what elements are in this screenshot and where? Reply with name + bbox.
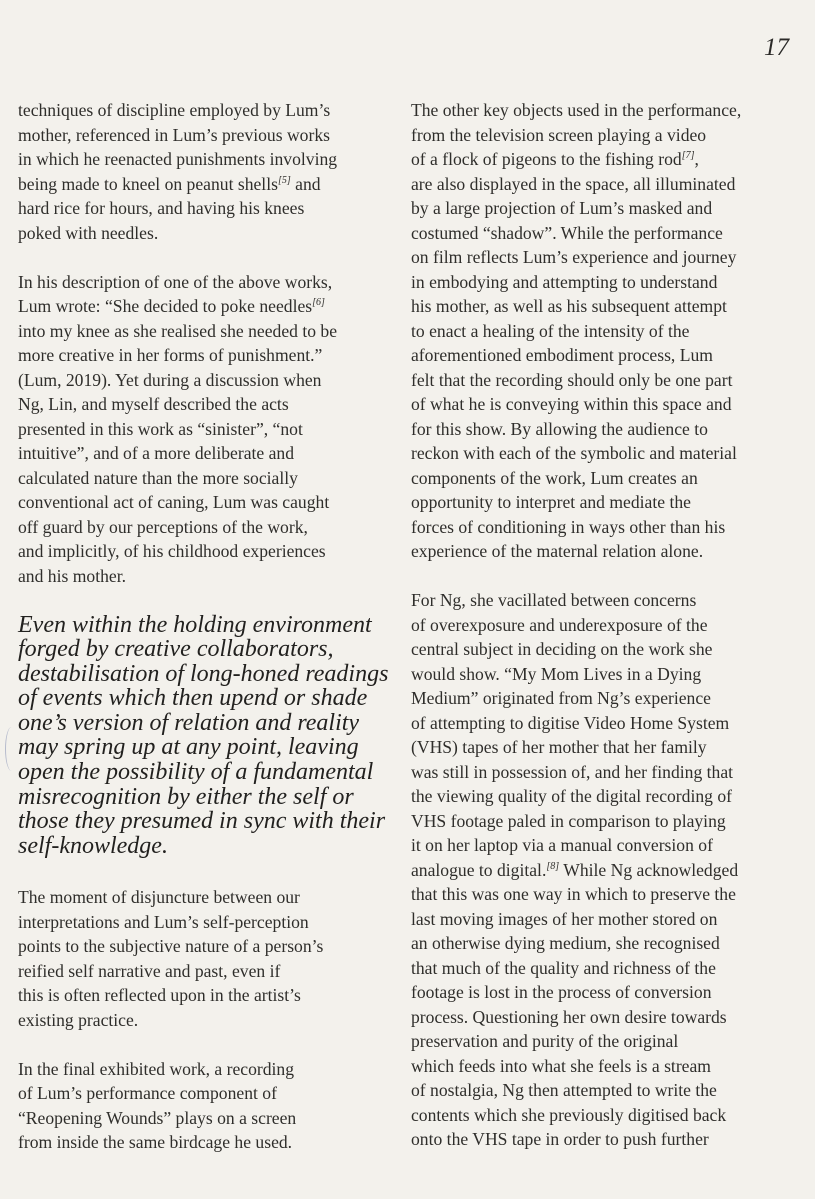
text-line: interpretations and Lum’s self-perception [18,911,309,932]
text-line: reckon with each of the symbolic and material [411,443,737,463]
text-line: off guard by our perceptions of the work, [18,516,308,537]
text-line: (VHS) tapes of her mother that her family [411,737,707,757]
pull-quote-line: destabilisation of long-honed readings [18,660,389,687]
left-paragraphs [18,98,380,588]
text-line: that much of the quality and richness of the [411,957,716,978]
text-line: on film reflects Lum’s experience and journey [411,247,737,267]
text-line: poked with needles. [18,222,159,243]
paragraph [411,588,791,1152]
text-line: of overexposure and underexposure of the [411,614,708,635]
pull-quote-line: open the possibility of a fundamental [18,759,374,786]
pull-quote-line: misrecognition by either the self or [18,783,354,810]
paragraph [411,98,791,564]
text-line: process. Questioning her own desire towards [411,1006,727,1027]
text-segment: being made to kneel on peanut shells [18,173,278,194]
text-line: the viewing quality of the digital recording of [411,786,733,806]
text-line: Medium” originated from Ng’s experience [411,688,711,708]
text-line: components of the work, Lum creates an [411,467,698,488]
text-line: are also displayed in the space, all illuminated [411,173,736,194]
pull-quote-line: self-knowledge. [18,832,168,859]
footnote-marker: [7] [681,150,695,162]
text-segment: While Ng acknowledged [559,859,739,880]
text-line: and implicitly, of his childhood experiences [18,541,326,561]
text-line: reified self narrative and past, even if [18,960,281,981]
text-line: VHS footage paled in comparison to playing [411,810,726,831]
paragraph [18,885,380,1032]
paragraph [18,98,380,245]
text-segment: Lum wrote: “She decided to poke needles [18,296,313,316]
text-line: for this show. By allowing the audience to [411,418,708,439]
text-line: central subject in deciding on the work she [411,639,713,659]
text-line: was still in possession of, and her finding that [411,761,734,782]
text-line: onto the VHS tape in order to push further [411,1129,709,1149]
text-line: conventional act of caning, Lum was caught [18,492,330,512]
text-line: and his mother. [18,565,126,586]
right-paragraphs [411,98,791,1152]
text-line: mother, referenced in Lum’s previous works [18,124,330,145]
text-line: footage is lost in the process of conversion [411,982,712,1002]
paragraph [18,1057,380,1155]
text-line: would show. “My Mom Lives in a Dying [411,663,702,684]
text-line [18,294,380,319]
text-line: to enact a healing of the intensity of the [411,320,690,341]
text-line: techniques of discipline employed by Lum’s [18,100,331,120]
text-line: experience of the maternal relation alone. [411,541,704,561]
text-line: in which he reenacted punishments involving [18,149,338,169]
pull-quote-line: may spring up at any point, leaving [18,734,359,761]
right-column [411,98,791,1176]
text-line: contents which she previously digitised back [411,1104,727,1125]
text-line: into my knee as she realised she needed to be [18,320,338,341]
text-line [411,147,791,172]
text-line: by a large projection of Lum’s masked and [411,198,713,218]
footnote-marker: [8] [546,860,560,872]
text-line: For Ng, she vacillated between concerns [411,590,697,610]
text-line: costumed “shadow”. While the performance [411,222,723,243]
text-line: of attempting to digitise Video Home System [411,712,730,733]
footnote-marker: [6] [312,297,325,309]
text-line: points to the subjective nature of a person’s [18,936,324,957]
text-segment: and [290,173,321,194]
text-line: his mother, as well as his subsequent attempt [411,296,727,316]
left-paragraphs-after [18,885,380,1155]
pencil-margin-mark [5,727,18,771]
footnote-marker: [5] [277,174,291,186]
text-line: In the final exhibited work, a recording [18,1058,295,1079]
text-line: “Reopening Wounds” plays on a screen [18,1107,297,1128]
paragraph [18,270,380,589]
text-segment: of a flock of pigeons to the fishing rod [411,149,682,169]
text-line: aforementioned embodiment process, Lum [411,345,713,365]
text-line: (Lum, 2019). Yet during a discussion when [18,369,322,390]
pull-quote-line: Even within the holding environment [18,611,372,638]
text-line: forces of conditioning in ways other than his [411,516,726,537]
pull-quote-line: those they presumed in sync with their [18,808,386,835]
text-line: preservation and purity of the original [411,1031,679,1051]
text-line: of what he is conveying within this space and [411,394,732,414]
text-line: of nostalgia, Ng then attempted to write the [411,1080,717,1100]
text-line: felt that the recording should only be one part [411,369,733,390]
text-line: opportunity to interpret and mediate the [411,492,691,512]
text-line: last moving images of her mother stored on [411,908,718,929]
text-line: from inside the same birdcage he used. [18,1132,293,1153]
text-line: this is often reflected upon in the artist’s [18,985,301,1006]
text-line: intuitive”, and of a more deliberate and [18,443,295,463]
text-line: which feeds into what she feels is a stream [411,1055,711,1076]
pull-quote-line: forged by creative collaborators, [18,636,334,663]
text-line: an otherwise dying medium, she recognised [411,933,720,953]
text-line: The moment of disjuncture between our [18,887,300,908]
text-line: hard rice for hours, and having his knees [18,198,305,218]
text-line: In his description of one of the above works, [18,271,333,292]
text-segment: , [694,149,699,169]
text-line: in embodying and attempting to understand [411,271,718,292]
text-line [411,858,791,883]
text-line: more creative in her forms of punishment.” [18,345,323,365]
text-line: that this was one way in which to preserve the [411,884,736,904]
text-line: it on her laptop via a manual conversion of [411,835,713,855]
text-line: of Lum’s performance component of [18,1083,277,1104]
left-column [18,98,389,1179]
pull-quote [18,611,389,859]
pull-quote-line: of events which then upend or shade [18,685,368,712]
page-number: 17 [764,34,789,61]
text-line: existing practice. [18,1009,139,1030]
text-line [18,172,380,197]
text-line: from the television screen playing a video [411,124,707,145]
text-line: The other key objects used in the performance, [411,100,742,120]
text-line: Ng, Lin, and myself described the acts [18,394,289,414]
text-line: calculated nature than the more socially [18,467,298,488]
text-segment: analogue to digital. [411,859,547,880]
text-line: presented in this work as “sinister”, “not [18,418,303,439]
pull-quote-line: one’s version of relation and reality [18,709,360,736]
